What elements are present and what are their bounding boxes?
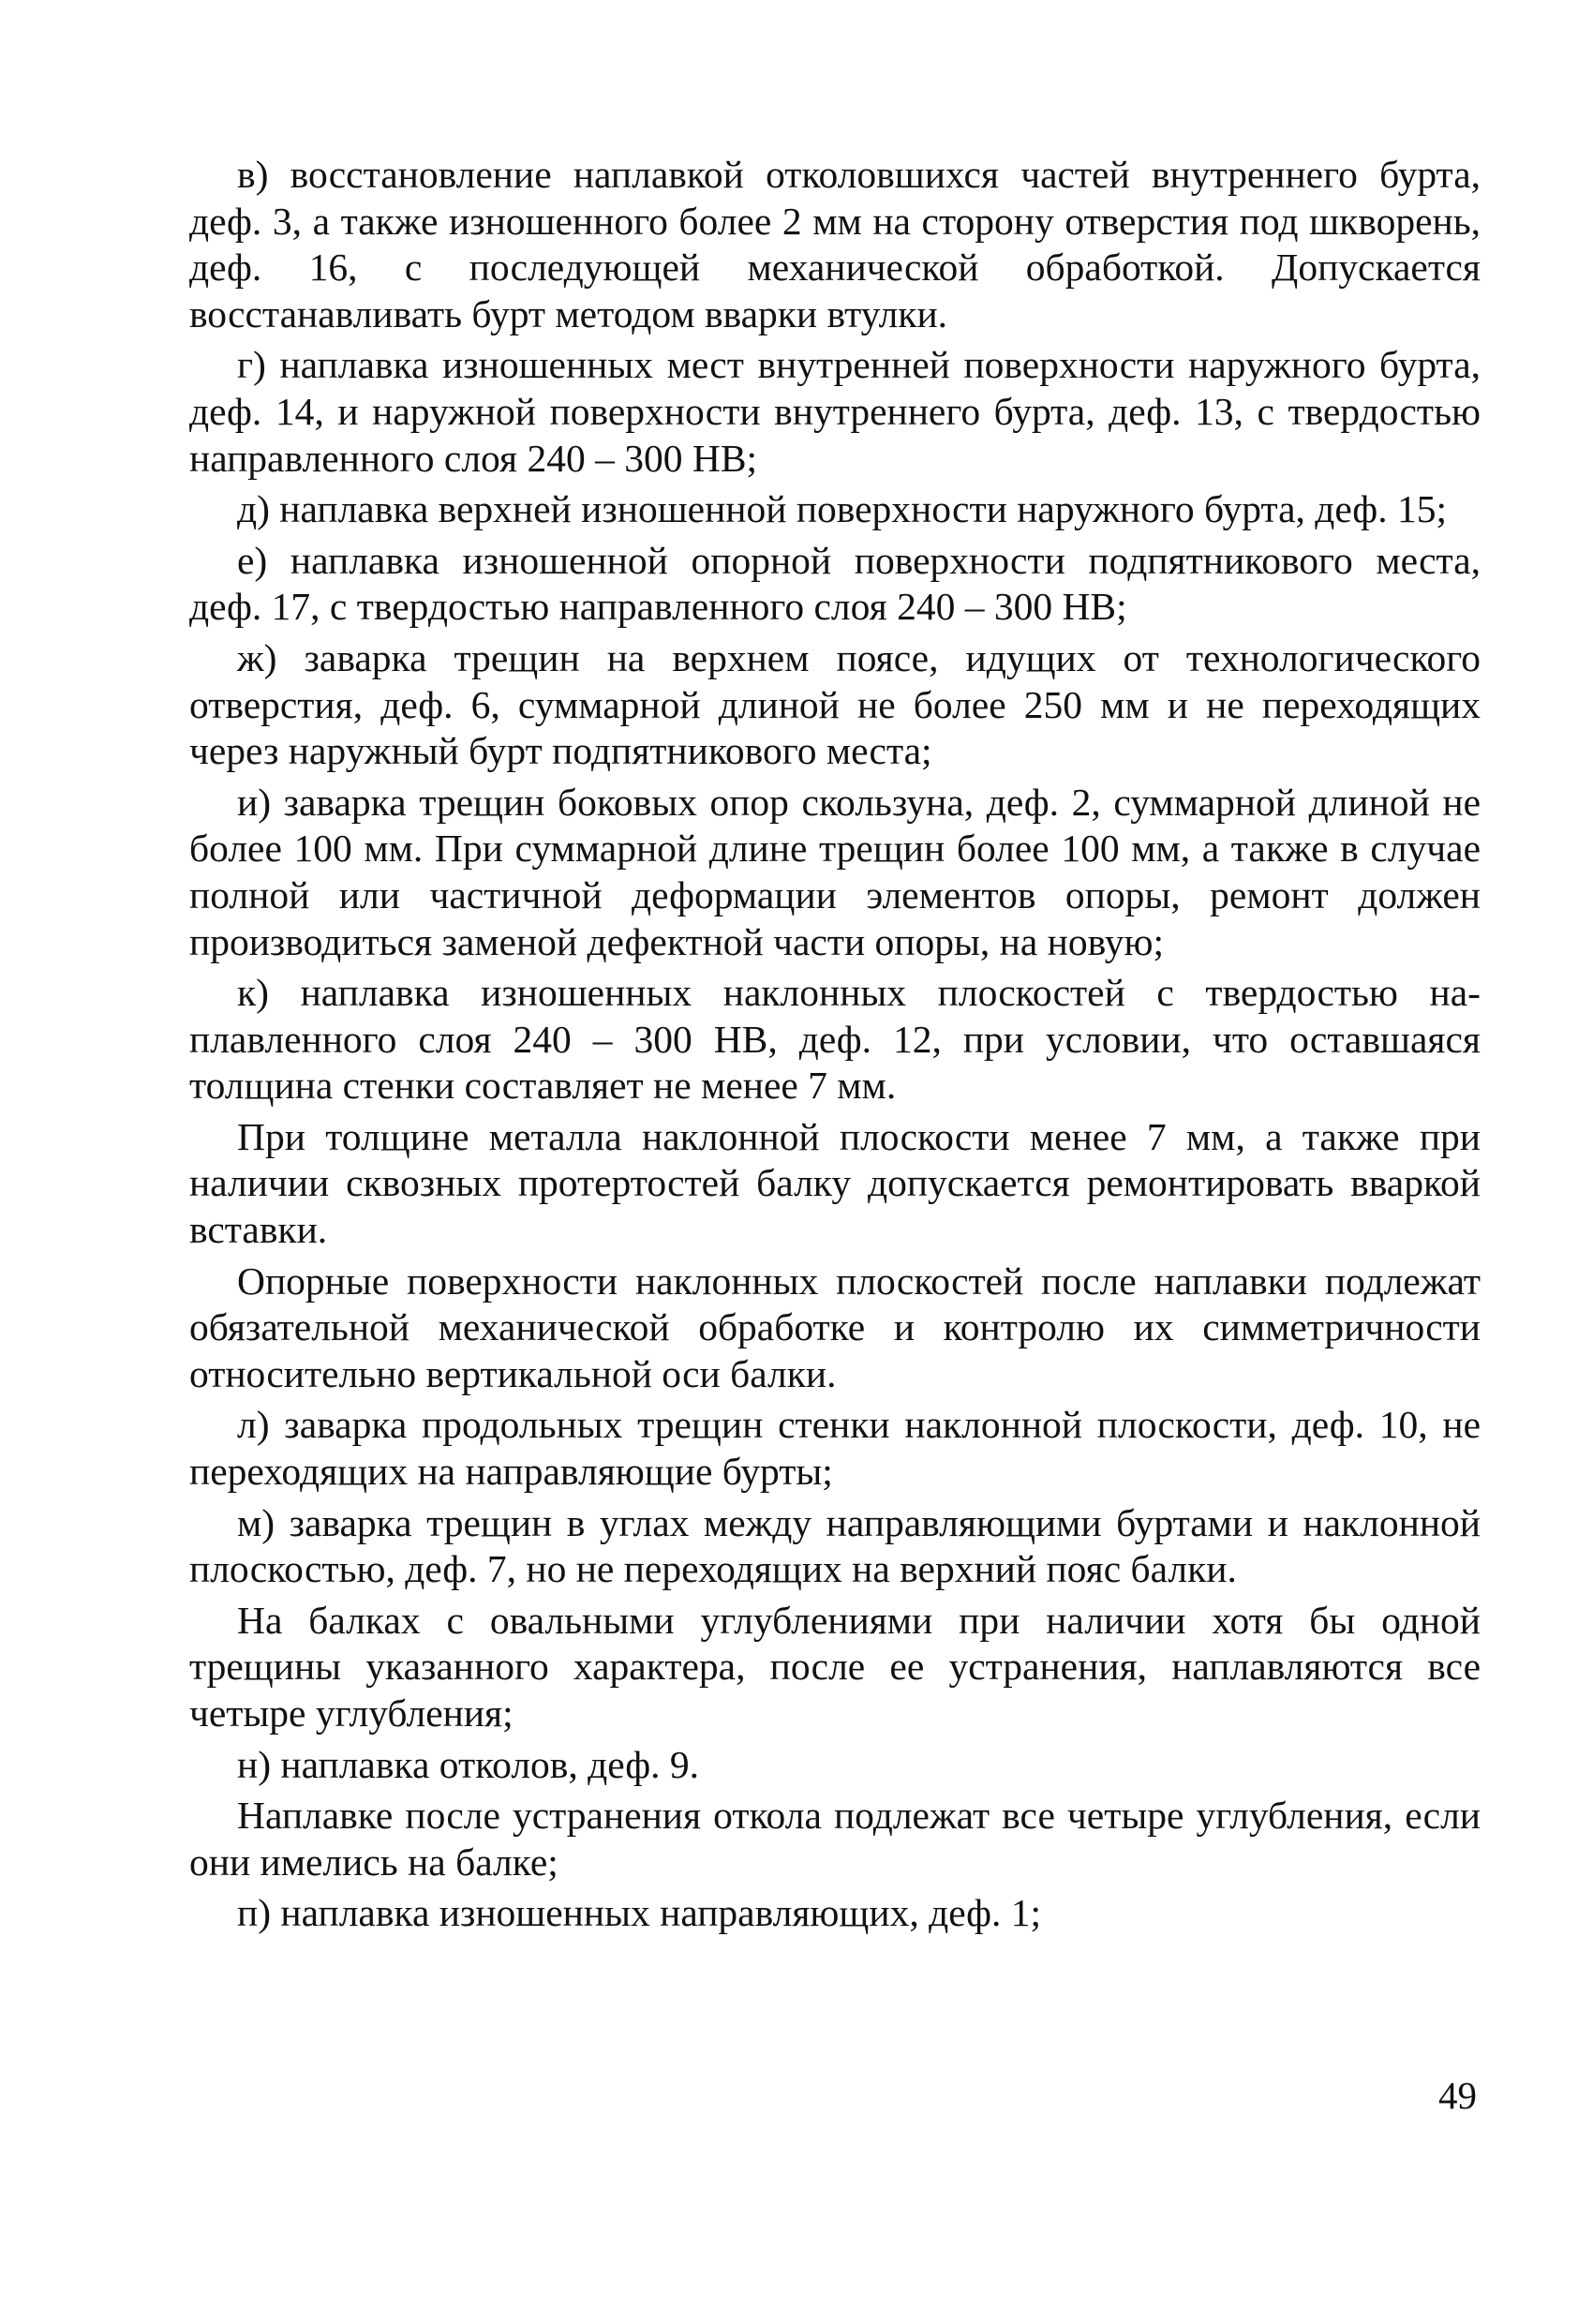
paragraph-i: и) заварка трещин боковых опор скользуна, деф. 2, суммарной длиной не более 100 мм. При суммарной длине трещин более 100 мм, а также в случае полной или частичной деформации элементов опоры, ремонт должен производиться заменой дефектной части опоры, на новую;	[189, 780, 1481, 963]
paragraph-k-note-2: Опорные поверхности наклонных плоскостей после наплавки подлежат обязательной механической обработке и контролю их симметричности относительно вертикальной оси балки.	[189, 1259, 1481, 1395]
paragraph-k: к) наплавка изношенных наклонных плоскостей с твердостью наплавленного слоя 240 – 300 НВ, деф. 12, при условии, что оставшаяся толщина стенки составляет не менее 7 мм.	[189, 971, 1481, 1108]
paragraph-g: г) наплавка изношенных мест внутренней поверхности наружного бурта, деф. 14, и наружной поверхности внутреннего бурта, деф. 13, с твердостью направленного слоя 240 – 300 НВ;	[189, 343, 1481, 480]
page-number: 49	[1438, 2074, 1477, 2117]
body-text	[189, 152, 1481, 1942]
paragraph-zh: ж) заварка трещин на верхнем поясе, идущих от технологического отверстия, деф. 6, суммарной длиной не более 250 мм и не переходящих через наружный бурт подпятникового места;	[189, 635, 1481, 773]
paragraph-m: м) заварка трещин в углах между направляющими буртами и наклонной плоскостью, деф. 7, но не переходящих на верхний пояс балки.	[189, 1500, 1481, 1591]
paragraph-l: л) заварка продольных трещин стенки наклонной плоскости, деф. 10, не переходящих на направляющие бурты;	[189, 1403, 1481, 1494]
paragraph-m-note: На балках с овальными углублениями при наличии хотя бы одной трещины указанного характера, после ее устранения, наплавляются все четыре углубления;	[189, 1598, 1481, 1735]
paragraph-n-note: Наплавке после устранения откола подлежат все четыре углубления, если они имелись на балке;	[189, 1794, 1481, 1884]
paragraph-e: е) наплавка изношенной опорной поверхности подпятникового места, деф. 17, с твердостью направленного слоя 240 – 300 НВ;	[189, 538, 1481, 629]
paragraph-p: п) наплавка изношенных направляющих, деф. 1;	[237, 1891, 1042, 1935]
paragraph-k-note-1: При толщине металла наклонной плоскости менее 7 мм, а также при наличии сквозных протертостей балку допускается ремонтировать вваркой вставки.	[189, 1114, 1481, 1252]
paragraph-n: н) наплавка отколов, деф. 9.	[237, 1742, 699, 1786]
paragraph-d: д) наплавка верхней изношенной поверхности наружного бурта, деф. 15;	[237, 487, 1447, 531]
paragraph-v: в) восстановление наплавкой отколовшихся частей внутреннего бурта, деф. 3, а также изношенного более 2 мм на сторону отверстия под шкворень, деф. 16, с последующей механической обработкой. Допускается восстанавливать бурт методом вварки втулки.	[189, 153, 1481, 335]
